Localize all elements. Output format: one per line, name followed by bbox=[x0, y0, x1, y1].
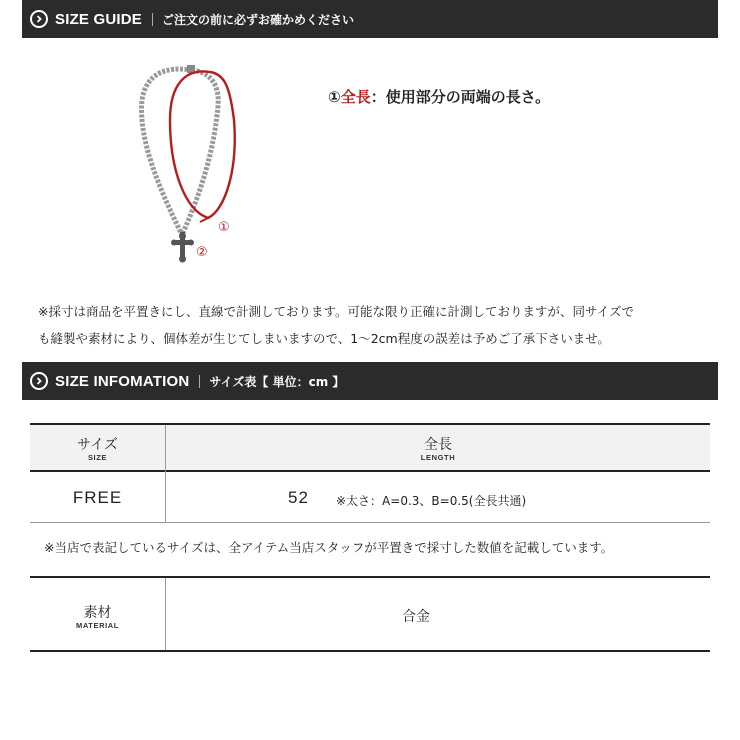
guide-note-line-1: ※採寸は商品を平置きにし、直線で計測しております。可能な限り正確に計測しておりますが、同サイズで bbox=[38, 304, 634, 319]
size-guide-header bbox=[22, 0, 718, 38]
length-value: 52 bbox=[288, 488, 309, 507]
size-guide-subtitle: ご注文の前に必ずお確かめください bbox=[162, 12, 355, 27]
size-guide-title: SIZE GUIDE bbox=[55, 10, 143, 28]
length-label bbox=[328, 86, 550, 107]
necklace-diagram bbox=[130, 60, 250, 270]
arrow-tip bbox=[200, 214, 208, 222]
size-info-header bbox=[22, 362, 718, 400]
cross-pendant bbox=[171, 232, 194, 263]
table-note: ※当店で表記しているサイズは、全アイテム当店スタッフが平置きで採寸した数値を記載しています。 bbox=[44, 540, 614, 555]
material-label-en: MATERIAL bbox=[76, 621, 119, 630]
material-label: 素材 bbox=[83, 605, 112, 621]
length-marker: ① bbox=[328, 88, 341, 106]
size-header: サイズ bbox=[77, 437, 118, 453]
size-info-title: SIZE INFOMATION bbox=[55, 372, 190, 390]
material-bottom-rule bbox=[30, 650, 710, 652]
length-name: 全長 bbox=[340, 88, 371, 106]
material-top-rule bbox=[30, 576, 710, 578]
chevron-right-circle-icon bbox=[30, 372, 48, 390]
size-info-subtitle: サイズ表【 単位：cm 】 bbox=[209, 374, 345, 389]
marker-2: ② bbox=[196, 245, 208, 260]
table-header-rule bbox=[30, 470, 710, 472]
chain-right bbox=[182, 70, 218, 235]
length-header-en: LENGTH bbox=[420, 453, 456, 462]
size-header-en: SIZE bbox=[87, 453, 108, 462]
divider bbox=[152, 13, 153, 26]
chain-left bbox=[142, 69, 192, 235]
chevron-right-circle-icon bbox=[30, 10, 48, 28]
marker-1: ① bbox=[218, 220, 230, 235]
material-value: 合金 bbox=[402, 609, 430, 625]
guide-note bbox=[38, 298, 718, 352]
table-top-rule bbox=[30, 423, 710, 425]
size-value: FREE bbox=[72, 488, 123, 507]
divider bbox=[199, 375, 200, 388]
table-bottom-rule bbox=[30, 522, 710, 523]
length-desc: ：使用部分の両端の長さ。 bbox=[370, 88, 551, 106]
guide-note-line-2: も縫製や素材により、個体差が生じてしまいますので、1～2cm程度の誤差は予めご了承下さいませ。 bbox=[38, 331, 610, 346]
length-note: ※太さ：A=0.3、B=0.5(全長共通) bbox=[336, 494, 527, 508]
length-outline bbox=[170, 71, 235, 218]
length-header: 全長 bbox=[424, 437, 452, 453]
